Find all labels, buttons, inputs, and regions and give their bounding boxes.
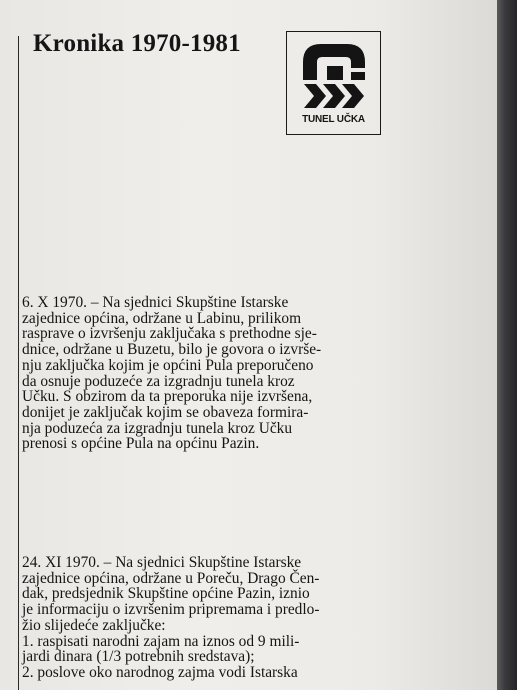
entry-line: je informaciju o izvršenim pripremama i predlo- (22, 601, 320, 619)
entry-line: prenosi s općine Pula na općinu Pazin. (22, 435, 260, 453)
entry-line: nja poduzeća za izgradnju tunela kroz Učku (22, 419, 293, 437)
page-title: Kronika 1970-1981 (33, 30, 241, 57)
entry-line: donijet je zaključak kojim se obaveza formira- (22, 403, 309, 421)
margin-rule (18, 36, 19, 690)
entry-line: 2. poslove oko narodnog zajma vodi Istarska (22, 663, 298, 681)
entry-line: žio slijedeće zaključke: (22, 616, 166, 634)
chronicle-entry (22, 295, 394, 452)
entry-line: da osnuje poduzeće za izgradnju tunela kroz (22, 372, 295, 390)
entry-line: zajednice općina, održane u Poreču, Drago Čen- (22, 569, 320, 587)
tunel-ucka-logo (286, 31, 381, 135)
entry-line: 1. raspisati narodni zajam na iznos od 9 mili- (22, 632, 300, 650)
entry-line: nju zaključka kojim je općini Pula preporučeno (22, 356, 314, 374)
chronicle-entry (22, 555, 394, 681)
entry-line: dnice, održane u Buzetu, bilo je govora o izvrše- (22, 341, 322, 359)
entry-line: dak, predsjednik Skupštine općine Pazin, iznio (22, 585, 310, 603)
tunnel-logo-icon (299, 40, 369, 112)
entry-line: 6. X 1970. – Na sjednici Skupštine Istarske (22, 294, 289, 311)
entry-line: Učku. S obzirom da ta preporuka nije izvršena, (22, 388, 313, 406)
entry-line: 24. XI 1970. – Na sjednici Skupštine Istarske (22, 554, 302, 571)
entry-line: rasprave o izvršenju zaključaka s prethodne sje- (22, 325, 317, 343)
entry-line: zajednice općina, održane u Labinu, prilikom (22, 309, 302, 327)
entry-line: jardi dinara (1/3 potrebnih sredstava); (22, 648, 255, 666)
page-edge-shadow (497, 0, 517, 690)
logo-caption: TUNEL UČKA (302, 114, 365, 125)
